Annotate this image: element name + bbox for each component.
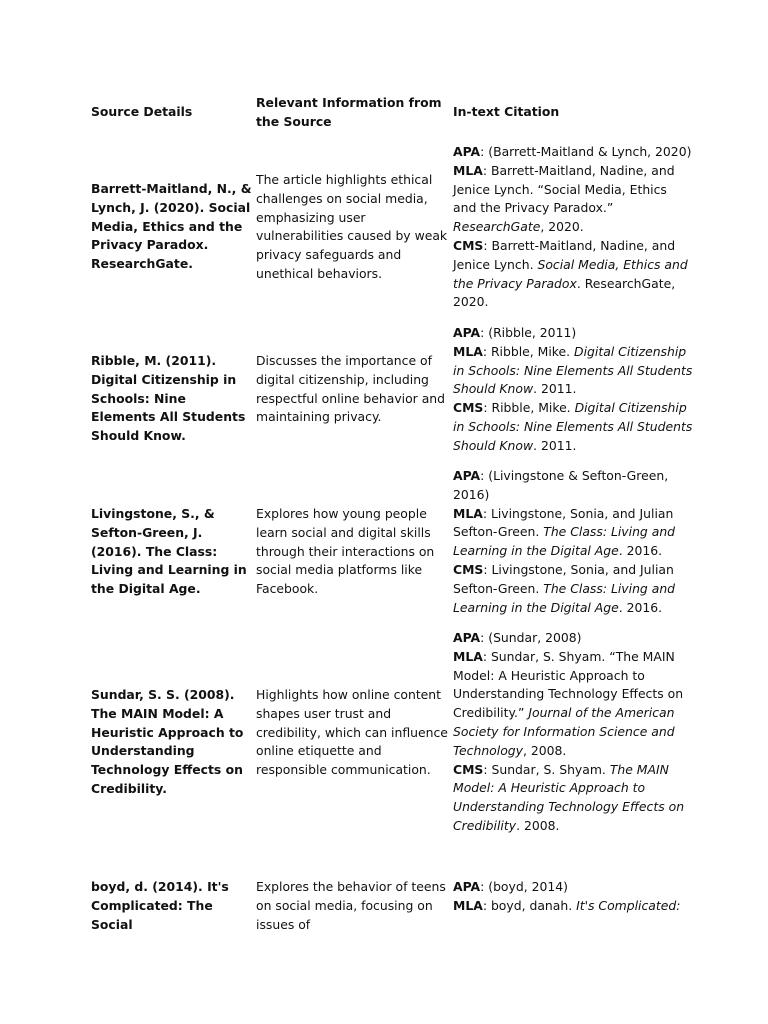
mla-label: MLA: [453, 162, 483, 178]
citation-cell: [453, 878, 693, 916]
cms-citation: [453, 761, 693, 836]
apa-citation: [453, 629, 693, 648]
relevant-info-cell: Discusses the importance of digital citizenship, including respectful online behavior and maintaining privacy.: [256, 353, 446, 425]
mla-title: Digital Citizenship in Schools: Nine Elements All Students Should Know: [453, 343, 693, 397]
apa-label: APA: [453, 325, 481, 340]
source-details-cell: Sundar, S. S. (2008). The MAIN Model: A Heuristic Approach to Understanding Technology Effects on Credibility.: [91, 687, 244, 796]
cms-title: Digital Citizenship in Schools: Nine Elements All Students Should Know: [453, 400, 693, 453]
apa-label: APA: [453, 630, 481, 645]
cms-label: CMS: [453, 400, 484, 416]
apa-text: : (Ribble, 2011): [480, 325, 577, 340]
cms-citation: [453, 399, 693, 455]
cms-label: CMS: [453, 761, 484, 777]
header-in-text-citation: In-text Citation: [453, 104, 560, 119]
cms-suffix: . 2008.: [516, 817, 560, 833]
mla-text: : Livingstone, Sonia, and Julian Sefton-Green.: [453, 505, 674, 540]
mla-title: It's Complicated:: [576, 897, 681, 913]
apa-citation: [453, 324, 693, 343]
mla-suffix: . 2011.: [533, 381, 577, 397]
cms-citation: [453, 561, 693, 617]
cms-suffix: . 2016.: [618, 599, 663, 615]
apa-text: : (boyd, 2014): [480, 879, 568, 894]
mla-suffix: , 2020.: [540, 219, 584, 235]
relevant-info-cell: Explores the behavior of teens on social media, focusing on issues of: [256, 879, 446, 932]
apa-label: APA: [453, 144, 481, 159]
mla-suffix: . 2016.: [618, 543, 663, 559]
mla-text: : Sundar, S. Shyam. “The MAIN Model: A Heuristic Approach to Understanding Technology Effects on Credibility.”: [453, 648, 684, 721]
apa-citation: [453, 467, 693, 505]
citation-cell: [453, 143, 693, 312]
citation-cell: [453, 324, 693, 456]
cms-suffix: . ResearchGate, 2020.: [453, 275, 676, 310]
apa-citation: [453, 878, 693, 897]
source-details-cell: boyd, d. (2014). It's Complicated: The Social: [91, 879, 229, 932]
apa-citation: [453, 143, 693, 162]
mla-text: : Barrett-Maitland, Nadine, and Jenice Lynch. “Social Media, Ethics and the Privacy Paradox.”: [453, 162, 675, 216]
relevant-info-cell: Explores how young people learn social and digital skills through their interactions on social media platforms like Facebook.: [256, 506, 435, 597]
header-relevant-information: Relevant Information from the Source: [256, 95, 442, 129]
cms-text: : Sundar, S. Shyam.: [483, 761, 610, 777]
header-source-details: Source Details: [91, 104, 193, 119]
cms-suffix: . 2011.: [533, 437, 577, 453]
mla-citation: [453, 505, 693, 561]
cms-title: The Class: Living and Learning in the Digital Age: [453, 580, 676, 615]
cms-citation: [453, 237, 693, 312]
relevant-info-cell: Highlights how online content shapes user trust and credibility, which can influence online etiquette and responsible communication.: [256, 687, 448, 778]
cms-label: CMS: [453, 237, 484, 253]
mla-citation: [453, 162, 693, 237]
apa-label: APA: [453, 468, 481, 483]
mla-label: MLA: [453, 343, 483, 359]
cms-text: : Barrett-Maitland, Nadine, and Jenice Lynch.: [453, 237, 676, 272]
apa-text: : (Barrett-Maitland & Lynch, 2020): [480, 144, 692, 159]
cms-text: : Ribble, Mike.: [483, 400, 575, 416]
mla-title: Journal of the American Society for Information Science and Technology: [453, 705, 675, 758]
mla-title: ResearchGate: [453, 219, 541, 235]
source-details-cell: Barrett-Maitland, N., & Lynch, J. (2020). Social Media, Ethics and the Privacy Paradox. ResearchGate.: [91, 181, 252, 272]
citation-cell: [453, 629, 693, 836]
mla-citation: [453, 897, 693, 916]
relevant-info-cell: The article highlights ethical challenges on social media, emphasizing user vulnerabilities caused by weak privacy safeguards and unethical behaviors.: [256, 172, 448, 281]
cms-title: The MAIN Model: A Heuristic Approach to Understanding Technology Effects on Credibility: [453, 761, 685, 833]
apa-text: : (Sundar, 2008): [480, 630, 582, 645]
cms-text: : Livingstone, Sonia, and Julian Sefton-Green.: [453, 561, 674, 596]
mla-citation: [453, 648, 693, 761]
citation-cell: [453, 467, 693, 617]
apa-label: APA: [453, 879, 481, 894]
cms-title: Social Media, Ethics and the Privacy Paradox: [453, 256, 688, 291]
source-details-cell: Ribble, M. (2011). Digital Citizenship in Schools: Nine Elements All Students Should Know.: [91, 353, 246, 444]
source-details-cell: Livingstone, S., & Sefton-Green, J. (2016). The Class: Living and Learning in the Digital Age.: [91, 506, 247, 597]
mla-label: MLA: [453, 897, 483, 913]
mla-text: : boyd, danah.: [482, 897, 577, 913]
mla-title: The Class: Living and Learning in the Digital Age: [453, 524, 676, 559]
mla-text: : Ribble, Mike.: [482, 343, 575, 359]
apa-text: : (Livingstone & Sefton-Green, 2016): [453, 468, 669, 502]
mla-label: MLA: [453, 505, 483, 521]
mla-citation: [453, 343, 693, 399]
mla-label: MLA: [453, 648, 483, 664]
cms-label: CMS: [453, 561, 484, 577]
mla-suffix: , 2008.: [522, 742, 567, 758]
